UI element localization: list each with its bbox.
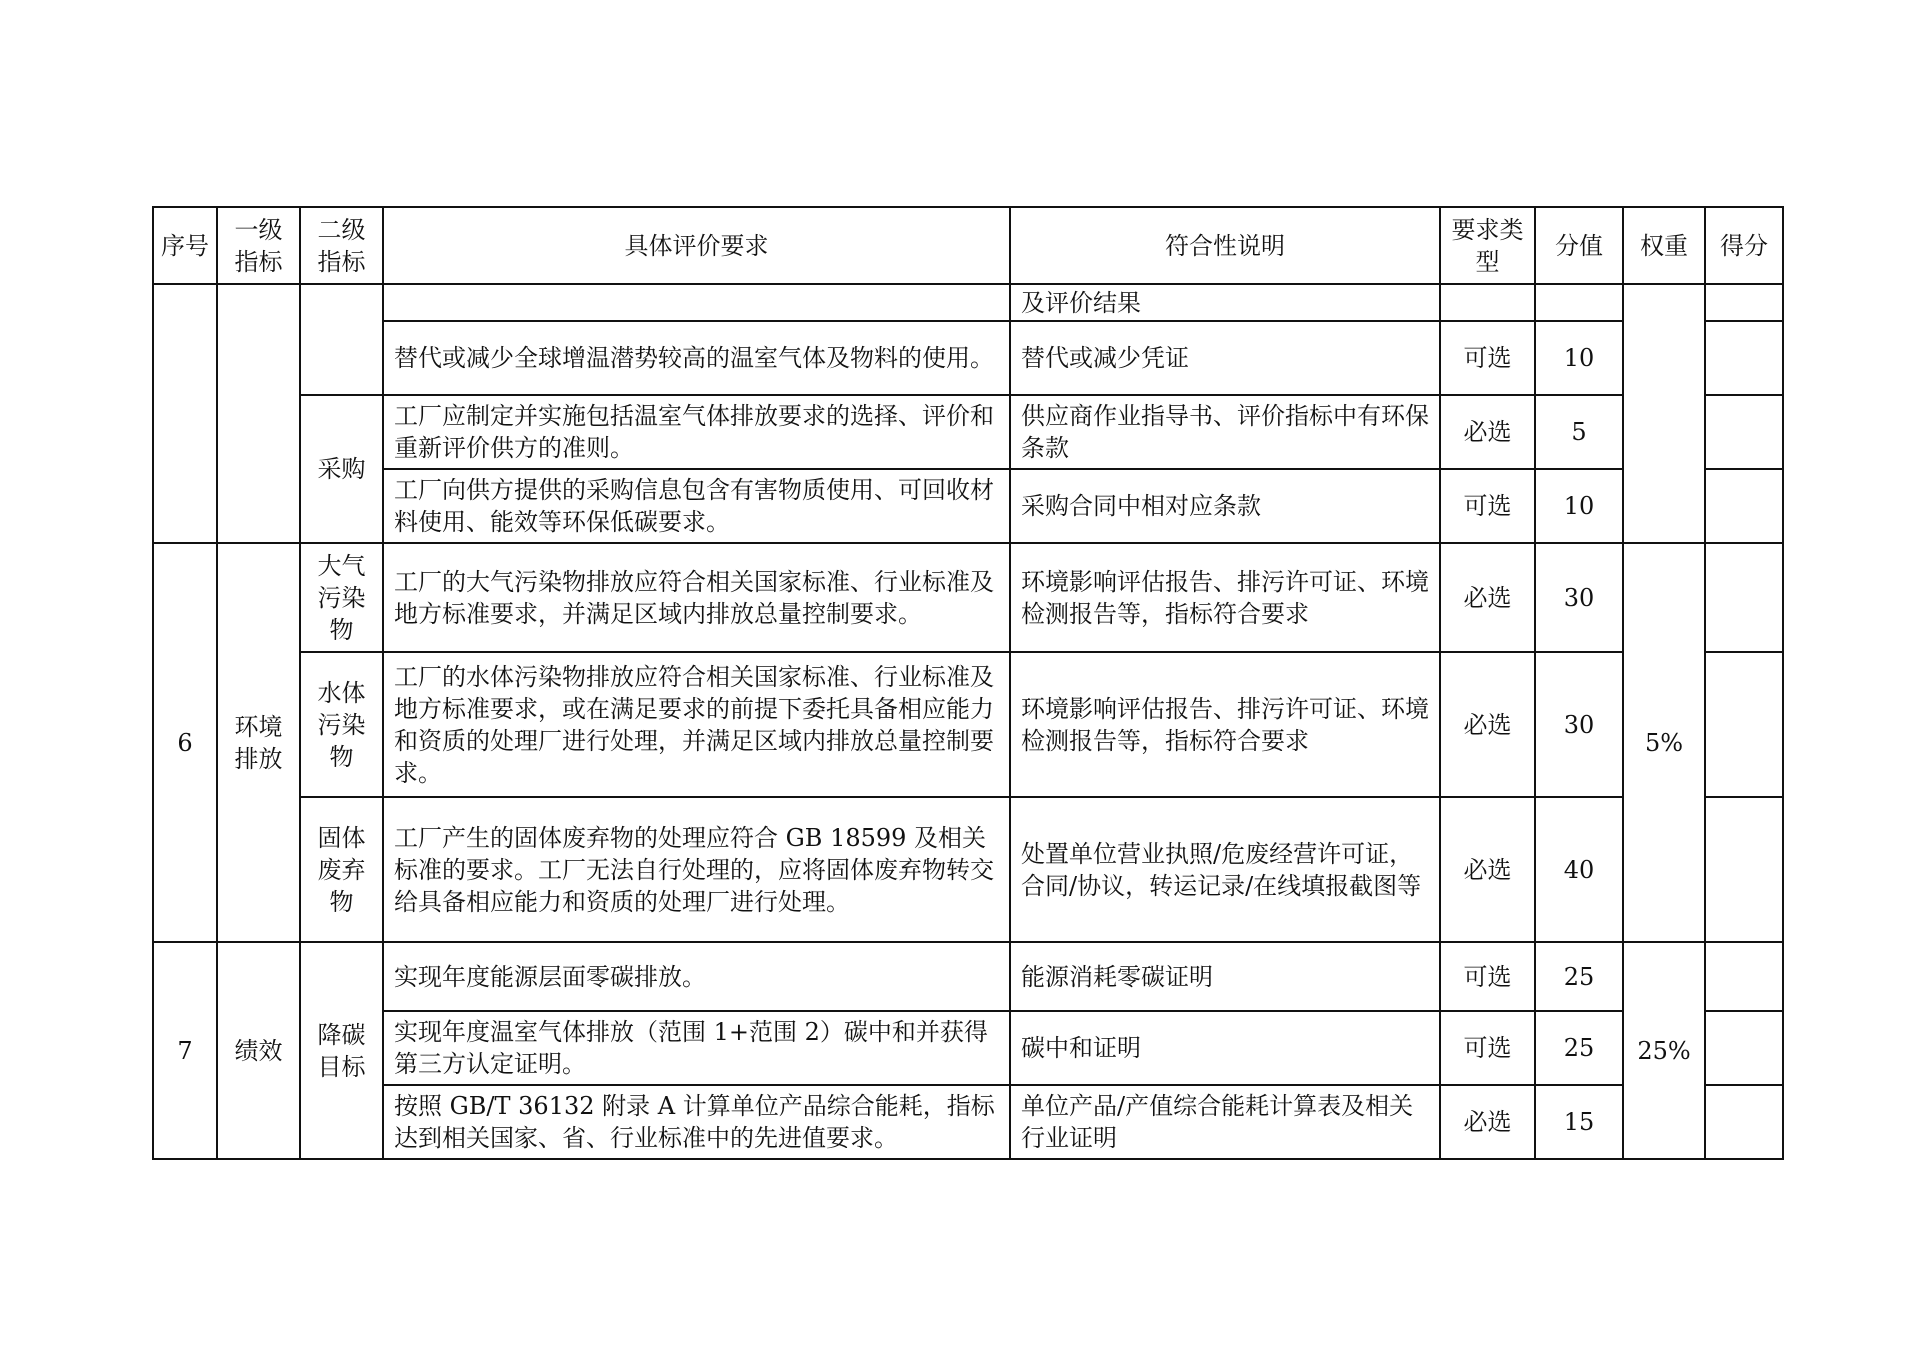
requirement-cell: 按照 GB/T 36132 附录 A 计算单位产品综合能耗，指标达到相关国家、省、行业标准中的先进值要求。 [383,1085,1010,1159]
got-cell [1705,797,1783,942]
score-cell: 5 [1535,395,1623,469]
conformity-cell: 碳中和证明 [1010,1011,1440,1085]
score-cell: 30 [1535,652,1623,797]
header-seq: 序号 [153,207,217,284]
level2-cell: 固体废弃物 [300,797,383,942]
weight-cell: 5% [1623,543,1705,942]
conformity-cell: 环境影响评估报告、排污许可证、环境检测报告等，指标符合要求 [1010,543,1440,652]
requirement-cell: 实现年度温室气体排放（范围 1+范围 2）碳中和并获得第三方认定证明。 [383,1011,1010,1085]
got-cell [1705,469,1783,543]
table-row [153,942,1783,1011]
table-row [153,321,1783,395]
level2-cell: 水体污染物 [300,652,383,797]
table-row [153,652,1783,797]
type-cell: 必选 [1440,395,1535,469]
header-got: 得分 [1705,207,1783,284]
requirement-cell: 工厂向供方提供的采购信息包含有害物质使用、可回收材料使用、能效等环保低碳要求。 [383,469,1010,543]
header-row [153,207,1783,284]
header-level1: 一级指标 [217,207,300,284]
level2-cell: 降碳目标 [300,942,383,1159]
type-cell: 可选 [1440,469,1535,543]
score-cell: 25 [1535,1011,1623,1085]
conformity-cell: 供应商作业指导书、评价指标中有环保条款 [1010,395,1440,469]
type-cell: 必选 [1440,797,1535,942]
level1-cell [217,284,300,543]
level2-cell [300,284,383,395]
header-type: 要求类型 [1440,207,1535,284]
conformity-cell: 采购合同中相对应条款 [1010,469,1440,543]
requirement-cell: 替代或减少全球增温潜势较高的温室气体及物料的使用。 [383,321,1010,395]
header-level2: 二级指标 [300,207,383,284]
type-cell: 可选 [1440,1011,1535,1085]
header-conformity: 符合性说明 [1010,207,1440,284]
requirement-cell: 工厂的水体污染物排放应符合相关国家标准、行业标准及地方标准要求，或在满足要求的前提下委托具备相应能力和资质的处理厂进行处理，并满足区域内排放总量控制要求。 [383,652,1010,797]
type-cell [1440,284,1535,321]
weight-cell: 25% [1623,942,1705,1159]
requirement-cell [383,284,1010,321]
table-row [153,469,1783,543]
level1-cell: 环境排放 [217,543,300,942]
score-cell: 10 [1535,469,1623,543]
score-cell: 25 [1535,942,1623,1011]
level2-cell: 大气污染物 [300,543,383,652]
got-cell [1705,652,1783,797]
seq-cell: 7 [153,942,217,1159]
table-row [153,543,1783,652]
table-row [153,797,1783,942]
level2-cell: 采购 [300,395,383,543]
conformity-cell: 能源消耗零碳证明 [1010,942,1440,1011]
got-cell [1705,942,1783,1011]
header-requirement: 具体评价要求 [383,207,1010,284]
requirement-cell: 实现年度能源层面零碳排放。 [383,942,1010,1011]
header-score: 分值 [1535,207,1623,284]
weight-cell [1623,284,1705,543]
got-cell [1705,1085,1783,1159]
requirement-cell: 工厂应制定并实施包括温室气体排放要求的选择、评价和重新评价供方的准则。 [383,395,1010,469]
table-row [153,1085,1783,1159]
got-cell [1705,284,1783,321]
score-cell: 30 [1535,543,1623,652]
score-cell: 40 [1535,797,1623,942]
table-row [153,395,1783,469]
got-cell [1705,395,1783,469]
conformity-cell: 处置单位营业执照/危废经营许可证，合同/协议，转运记录/在线填报截图等 [1010,797,1440,942]
got-cell [1705,543,1783,652]
type-cell: 必选 [1440,652,1535,797]
conformity-cell: 单位产品/产值综合能耗计算表及相关行业证明 [1010,1085,1440,1159]
score-cell: 10 [1535,321,1623,395]
score-cell: 15 [1535,1085,1623,1159]
requirement-cell: 工厂产生的固体废弃物的处理应符合 GB 18599 及相关标准的要求。工厂无法自行处理的，应将固体废弃物转交给具备相应能力和资质的处理厂进行处理。 [383,797,1010,942]
type-cell: 可选 [1440,321,1535,395]
conformity-cell: 及评价结果 [1010,284,1440,321]
evaluation-table [152,206,1784,1160]
seq-cell [153,284,217,543]
got-cell [1705,321,1783,395]
header-weight: 权重 [1623,207,1705,284]
conformity-cell: 替代或减少凭证 [1010,321,1440,395]
type-cell: 可选 [1440,942,1535,1011]
requirement-cell: 工厂的大气污染物排放应符合相关国家标准、行业标准及地方标准要求，并满足区域内排放总量控制要求。 [383,543,1010,652]
conformity-cell: 环境影响评估报告、排污许可证、环境检测报告等，指标符合要求 [1010,652,1440,797]
table-row [153,284,1783,321]
got-cell [1705,1011,1783,1085]
type-cell: 必选 [1440,1085,1535,1159]
score-cell [1535,284,1623,321]
type-cell: 必选 [1440,543,1535,652]
seq-cell: 6 [153,543,217,942]
table-row [153,1011,1783,1085]
level1-cell: 绩效 [217,942,300,1159]
